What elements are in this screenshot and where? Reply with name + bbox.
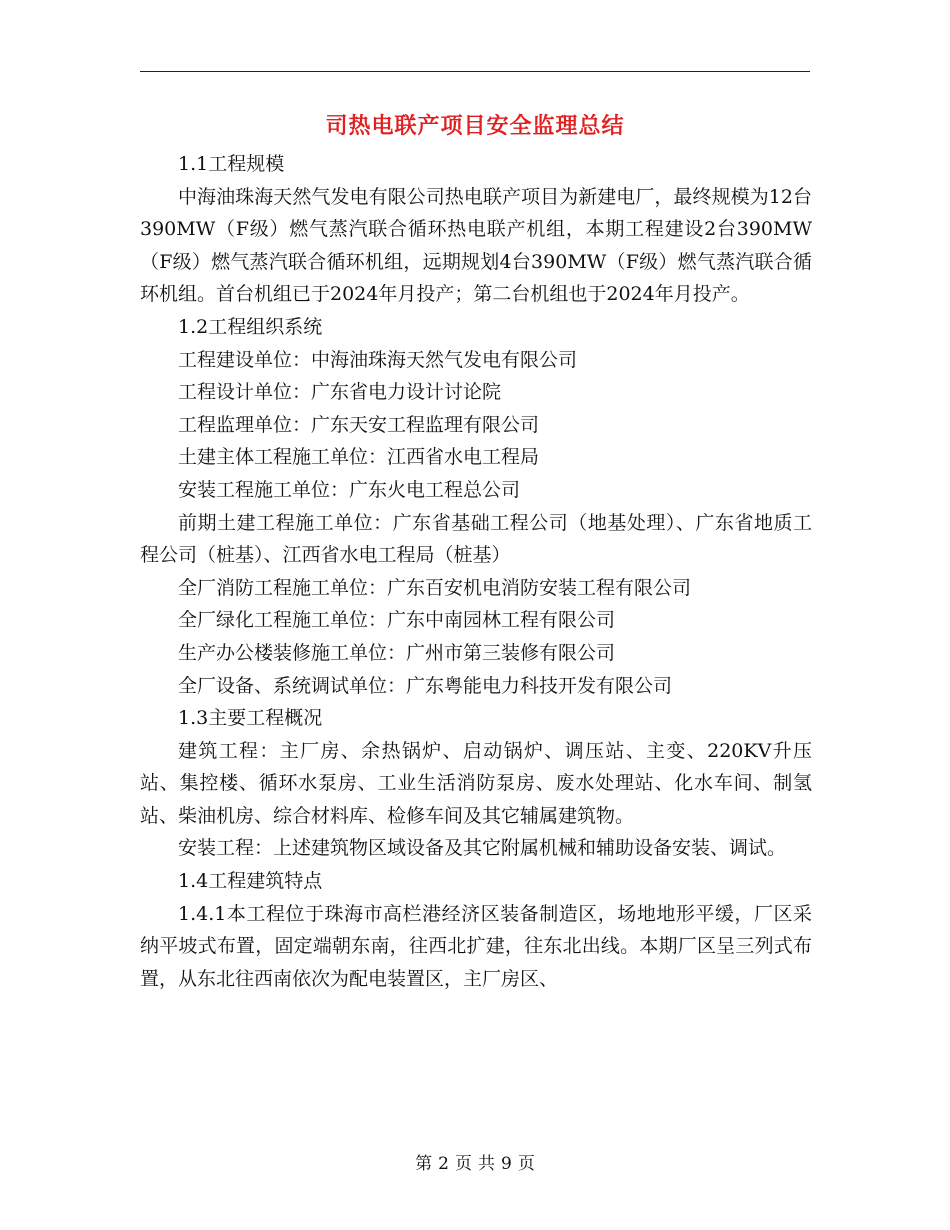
page-number: 2 bbox=[438, 1154, 449, 1174]
list-item: 前期土建工程施工单位：广东省基础工程公司（地基处理）、广东省地质工程公司（桩基）、江西省水电工程局（桩基） bbox=[140, 511, 812, 567]
page-total: 9 bbox=[501, 1154, 512, 1174]
list-item: 生产办公楼装修施工单位：广州市第三装修有限公司 bbox=[178, 641, 616, 664]
section-heading: 1.1工程规模 bbox=[178, 153, 285, 175]
list-item: 工程监理单位：广东天安工程监理有限公司 bbox=[178, 413, 540, 436]
paragraph: 安装工程：上述建筑物区域设备及其它附属机械和辅助设备安装、调试。 bbox=[178, 837, 787, 860]
footer-total-unit: 页 bbox=[517, 1154, 535, 1174]
list-item: 土建主体工程施工单位：江西省水电工程局 bbox=[178, 446, 540, 469]
header-rule bbox=[140, 71, 810, 72]
section-heading: 1.4工程建筑特点 bbox=[178, 870, 323, 893]
document-body bbox=[140, 148, 812, 995]
list-item: 安装工程施工单位：广东火电工程总公司 bbox=[178, 478, 521, 501]
list-item: 全厂绿化工程施工单位：广东中南园林工程有限公司 bbox=[178, 609, 616, 632]
section-heading: 1.2工程组织系统 bbox=[178, 315, 323, 338]
footer-total-prefix: 共 bbox=[478, 1154, 495, 1174]
footer-page-unit: 页 bbox=[455, 1154, 472, 1174]
list-item: 全厂消防工程施工单位：广东百安机电消防安装工程有限公司 bbox=[178, 576, 692, 599]
list-item: 全厂设备、系统调试单位：广东粤能电力科技开发有限公司 bbox=[178, 674, 673, 697]
page-title: 司热电联产项目安全监理总结 bbox=[325, 113, 625, 139]
page-footer bbox=[0, 1152, 950, 1176]
list-item: 工程建设单位：中海油珠海天然气发电有限公司 bbox=[178, 348, 578, 371]
paragraph: 1.4.1本工程位于珠海市高栏港经济区装备制造区，场地地形平缓，厂区采纳平坡式布置，固定端朝东南，往西北扩建，往东北出线。本期厂区呈三列式布置，从东北往西南依次为配电装置区，主厂房区、 bbox=[140, 902, 812, 990]
list-item: 工程设计单位：广东省电力设计讨论院 bbox=[178, 381, 502, 404]
footer-prefix: 第 bbox=[415, 1154, 433, 1174]
section-heading: 1.3主要工程概况 bbox=[178, 707, 323, 730]
paragraph: 中海油珠海天然气发电有限公司热电联产项目为新建电厂，最终规模为12台390MW（F级）燃气蒸汽联合循环热电联产机组，本期工程建设2台390MW（F级）燃气蒸汽联合循环机组，远期规划4台390MW（F级）燃气蒸汽联合循环机组。首台机组已于2024年月投产；第二台机组也于2024年月投产。 bbox=[140, 185, 812, 306]
paragraph: 建筑工程：主厂房、余热锅炉、启动锅炉、调压站、主变、220KV升压站、集控楼、循环水泵房、工业生活消防泵房、废水处理站、化水车间、制氢站、柴油机房、综合材料库、检修车间及其它辅属建筑物。 bbox=[140, 739, 812, 827]
